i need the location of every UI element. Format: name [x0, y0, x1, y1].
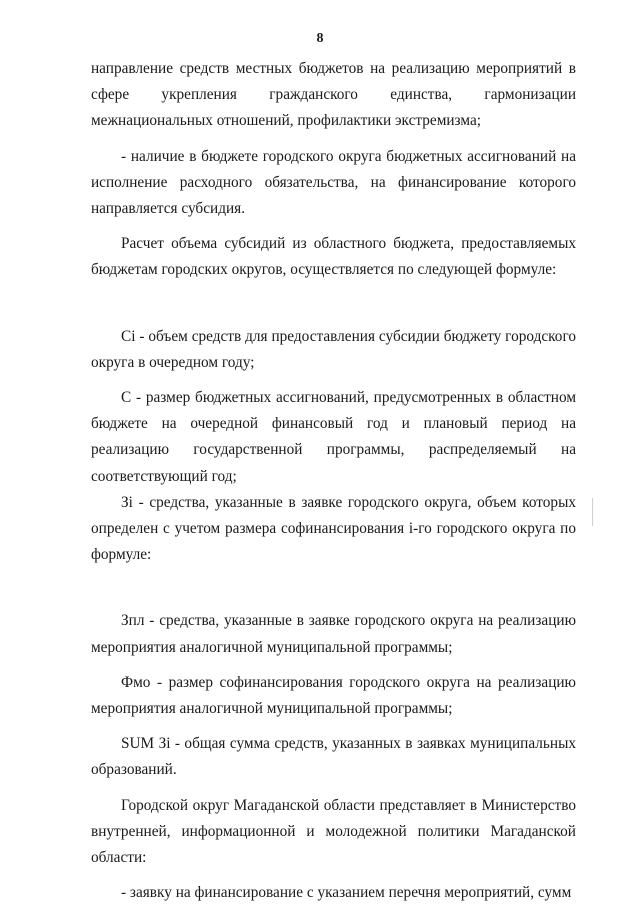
definition-sum-zi: [91, 731, 576, 783]
text-line: мероприятия аналогичной муниципальной программы;: [91, 700, 453, 718]
text-line: округа в очередном году;: [91, 353, 255, 371]
text-line: бюджете на очередной финансовый год и плановый период на реализацию: [91, 415, 576, 459]
text-line: формуле:: [91, 546, 152, 564]
text-line: Зi - средства, указанные в заявке городского округа, объем которых: [121, 493, 576, 511]
paragraph-subsidy-purpose-continued: [91, 56, 576, 135]
text-line: С - размер бюджетных ассигнований, предусмотренных в областном: [121, 389, 576, 407]
text-line: Зпл - средства, указанные в заявке городского округа на реализацию: [121, 612, 576, 630]
definition-c: [91, 385, 576, 490]
paragraph-application-item: [91, 880, 576, 906]
scan-artifact-line: [592, 498, 593, 526]
text-line: бюджетам городских округов, осуществляется по следующей формуле:: [91, 261, 557, 279]
text-line: Расчет объема субсидий из областного бюджета, предоставляемых: [121, 235, 576, 253]
definition-zi: [91, 490, 576, 569]
text-line: государственной программы, распределяемый на соответствующий год;: [91, 441, 576, 485]
text-line: SUM Зi - общая сумма средств, указанных в заявках муниципальных: [121, 735, 576, 753]
text-line: - заявку на финансирование с указанием перечня мероприятий, сумм: [121, 884, 572, 902]
text-line: образований.: [91, 761, 177, 779]
text-line: направление средств местных бюджетов на реализацию мероприятий: [91, 60, 563, 77]
text-line: Фмо - размер софинансирования городского округа на реализацию: [121, 673, 576, 691]
text-line: в сфере укрепления гражданского единства, гармонизации: [91, 60, 576, 104]
text-line: области:: [91, 849, 147, 867]
page-number: 8: [316, 31, 324, 46]
text-line: - наличие в бюджете городского округа бюджетных ассигнований: [121, 147, 557, 165]
paragraph-submission: [91, 793, 576, 872]
text-line: межнациональных отношений, профилактики экстремизма;: [91, 112, 482, 130]
definition-ci: [91, 324, 576, 376]
text-line: определен с учетом размера софинансирования i-го городского округа по: [91, 520, 576, 538]
definition-zpl: [91, 608, 576, 660]
text-line: на исполнение расходного обязательства, на финансирование которого: [91, 147, 576, 191]
definition-fmo: [91, 670, 576, 722]
text-line: мероприятия аналогичной муниципальной программы;: [91, 638, 453, 656]
document-body: [91, 56, 576, 906]
paragraph-budget-allocation: [91, 144, 576, 223]
text-line: внутренней, информационной и молодежной политики Магаданской: [91, 822, 576, 840]
text-line: Ci - объем средств для предоставления субсидии бюджету городского: [121, 327, 576, 345]
text-line: направляется субсидия.: [91, 200, 246, 218]
text-line: Городской округ Магаданской области представляет в Министерство: [121, 796, 576, 814]
paragraph-calculation-intro: [91, 231, 576, 283]
